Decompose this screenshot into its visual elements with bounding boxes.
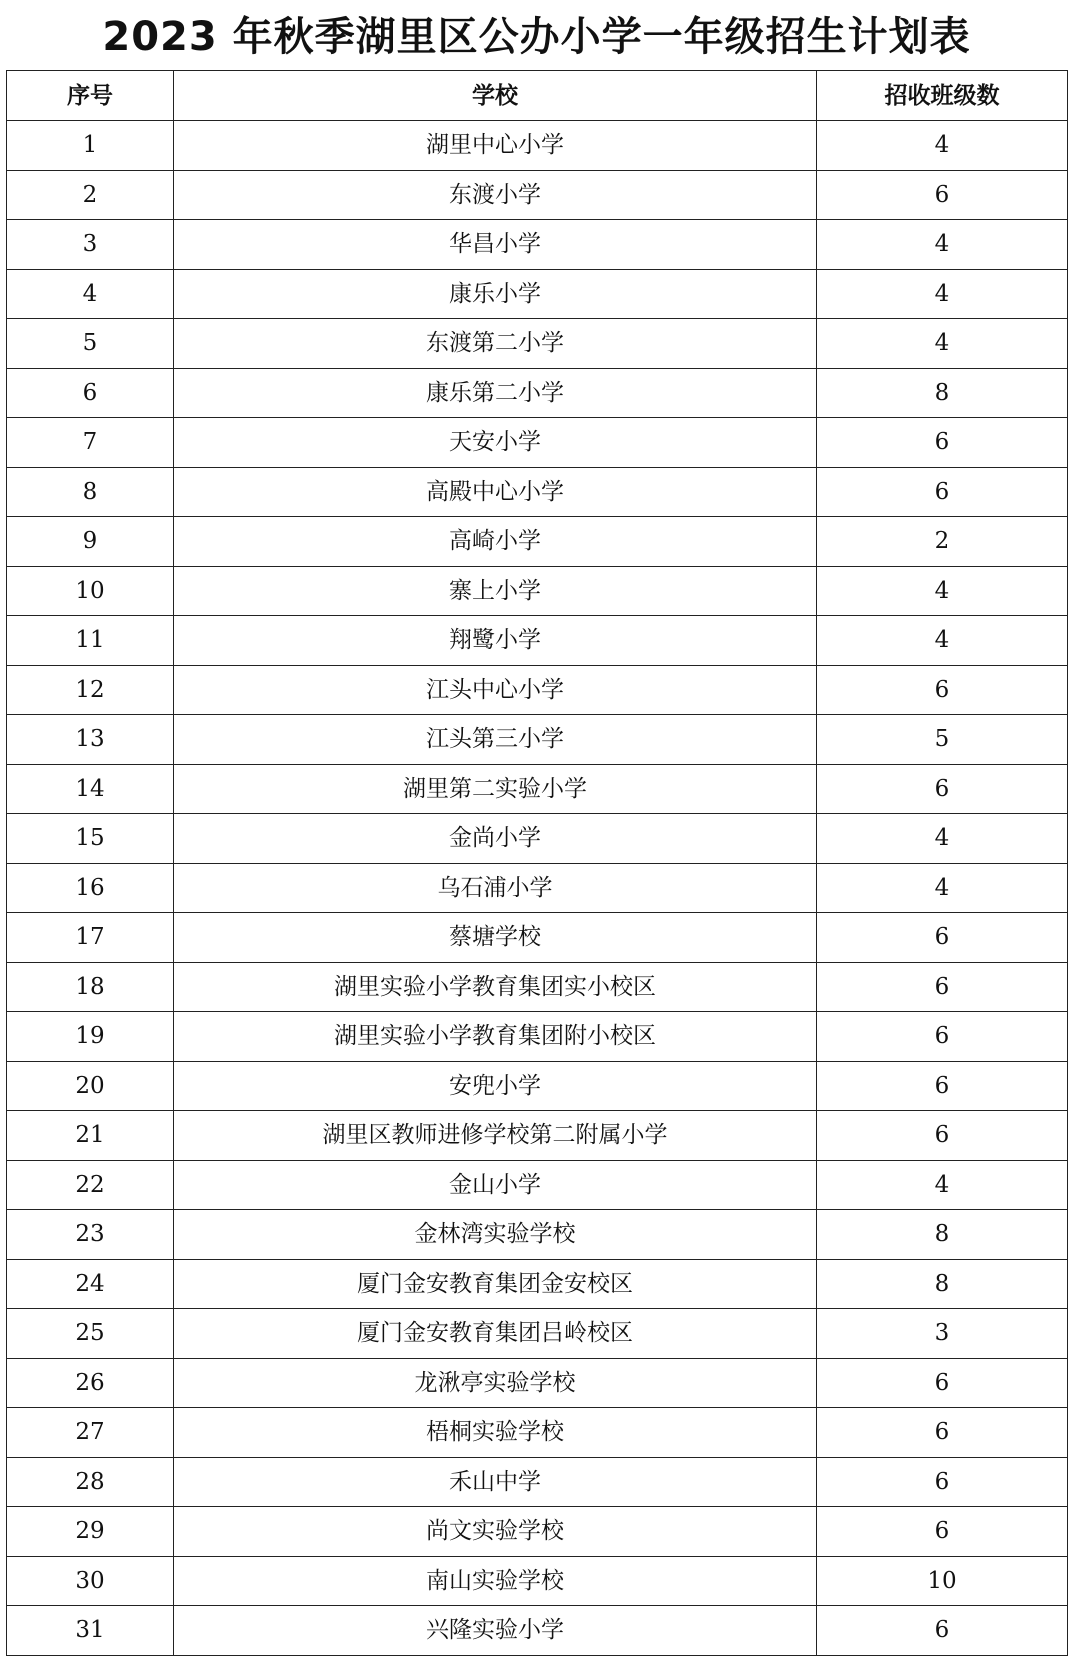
table-row: [7, 1309, 1068, 1359]
table-row: [7, 517, 1068, 567]
cell-classes: 6: [817, 1061, 1068, 1111]
cell-no: 22: [7, 1160, 174, 1210]
table-row: [7, 319, 1068, 369]
cell-no: 28: [7, 1457, 174, 1507]
cell-school: 安兜小学: [174, 1061, 817, 1111]
table-row: [7, 1160, 1068, 1210]
cell-classes: 8: [817, 368, 1068, 418]
table-row: [7, 665, 1068, 715]
table-row: [7, 269, 1068, 319]
cell-classes: 6: [817, 1457, 1068, 1507]
table-row: [7, 1556, 1068, 1606]
table-row: [7, 814, 1068, 864]
cell-school: 禾山中学: [174, 1457, 817, 1507]
cell-no: 14: [7, 764, 174, 814]
cell-no: 30: [7, 1556, 174, 1606]
cell-no: 6: [7, 368, 174, 418]
cell-school: 金林湾实验学校: [174, 1210, 817, 1260]
cell-school: 高崎小学: [174, 517, 817, 567]
table-row: [7, 1606, 1068, 1656]
cell-no: 8: [7, 467, 174, 517]
cell-school: 湖里第二实验小学: [174, 764, 817, 814]
cell-classes: 6: [817, 913, 1068, 963]
table-row: [7, 616, 1068, 666]
table-row: [7, 1111, 1068, 1161]
cell-classes: 10: [817, 1556, 1068, 1606]
table-row: [7, 1408, 1068, 1458]
cell-no: 25: [7, 1309, 174, 1359]
cell-school: 兴隆实验小学: [174, 1606, 817, 1656]
cell-classes: 4: [817, 121, 1068, 171]
cell-classes: 6: [817, 467, 1068, 517]
cell-school: 寨上小学: [174, 566, 817, 616]
cell-no: 13: [7, 715, 174, 765]
header-classes: 招收班级数: [817, 71, 1068, 121]
cell-school: 高殿中心小学: [174, 467, 817, 517]
table-row: [7, 1457, 1068, 1507]
table-row: [7, 863, 1068, 913]
table-header: [7, 71, 1068, 121]
cell-classes: 2: [817, 517, 1068, 567]
cell-classes: 6: [817, 665, 1068, 715]
cell-classes: 6: [817, 1606, 1068, 1656]
cell-no: 11: [7, 616, 174, 666]
cell-classes: 6: [817, 764, 1068, 814]
cell-no: 29: [7, 1507, 174, 1557]
table-body: [7, 121, 1068, 1656]
cell-no: 7: [7, 418, 174, 468]
cell-no: 21: [7, 1111, 174, 1161]
cell-classes: 4: [817, 566, 1068, 616]
cell-school: 龙湫亭实验学校: [174, 1358, 817, 1408]
table-row: [7, 1507, 1068, 1557]
cell-school: 尚文实验学校: [174, 1507, 817, 1557]
cell-classes: 4: [817, 863, 1068, 913]
cell-classes: 6: [817, 1408, 1068, 1458]
cell-no: 15: [7, 814, 174, 864]
table-row: [7, 170, 1068, 220]
table-row: [7, 368, 1068, 418]
cell-no: 2: [7, 170, 174, 220]
cell-classes: 4: [817, 1160, 1068, 1210]
cell-classes: 4: [817, 814, 1068, 864]
table-row: [7, 715, 1068, 765]
cell-school: 乌石浦小学: [174, 863, 817, 913]
cell-school: 华昌小学: [174, 220, 817, 270]
cell-no: 23: [7, 1210, 174, 1260]
cell-school: 江头第三小学: [174, 715, 817, 765]
cell-no: 1: [7, 121, 174, 171]
cell-no: 26: [7, 1358, 174, 1408]
table-row: [7, 220, 1068, 270]
table-row: [7, 418, 1068, 468]
table-row: [7, 913, 1068, 963]
cell-no: 10: [7, 566, 174, 616]
cell-classes: 3: [817, 1309, 1068, 1359]
cell-no: 19: [7, 1012, 174, 1062]
table-row: [7, 764, 1068, 814]
cell-no: 18: [7, 962, 174, 1012]
cell-school: 金尚小学: [174, 814, 817, 864]
cell-no: 27: [7, 1408, 174, 1458]
table-row: [7, 1061, 1068, 1111]
cell-classes: 8: [817, 1210, 1068, 1260]
header-row: [7, 71, 1068, 121]
cell-classes: 6: [817, 418, 1068, 468]
cell-no: 16: [7, 863, 174, 913]
cell-classes: 6: [817, 170, 1068, 220]
cell-classes: 4: [817, 616, 1068, 666]
cell-school: 金山小学: [174, 1160, 817, 1210]
cell-school: 东渡小学: [174, 170, 817, 220]
cell-school: 康乐第二小学: [174, 368, 817, 418]
cell-no: 17: [7, 913, 174, 963]
enrollment-plan-table: [6, 70, 1068, 1656]
table-row: [7, 121, 1068, 171]
header-school: 学校: [174, 71, 817, 121]
table-row: [7, 1259, 1068, 1309]
cell-no: 24: [7, 1259, 174, 1309]
table-row: [7, 962, 1068, 1012]
header-no: 序号: [7, 71, 174, 121]
cell-school: 湖里实验小学教育集团实小校区: [174, 962, 817, 1012]
cell-no: 3: [7, 220, 174, 270]
cell-school: 康乐小学: [174, 269, 817, 319]
cell-school: 东渡第二小学: [174, 319, 817, 369]
cell-no: 9: [7, 517, 174, 567]
cell-no: 20: [7, 1061, 174, 1111]
cell-school: 厦门金安教育集团金安校区: [174, 1259, 817, 1309]
cell-classes: 4: [817, 220, 1068, 270]
cell-classes: 6: [817, 1507, 1068, 1557]
cell-no: 31: [7, 1606, 174, 1656]
cell-school: 南山实验学校: [174, 1556, 817, 1606]
cell-school: 湖里中心小学: [174, 121, 817, 171]
cell-school: 蔡塘学校: [174, 913, 817, 963]
table-row: [7, 1210, 1068, 1260]
cell-classes: 5: [817, 715, 1068, 765]
table-row: [7, 467, 1068, 517]
cell-classes: 8: [817, 1259, 1068, 1309]
cell-school: 厦门金安教育集团吕岭校区: [174, 1309, 817, 1359]
cell-no: 5: [7, 319, 174, 369]
cell-classes: 4: [817, 269, 1068, 319]
cell-school: 湖里实验小学教育集团附小校区: [174, 1012, 817, 1062]
cell-classes: 6: [817, 1111, 1068, 1161]
cell-classes: 4: [817, 319, 1068, 369]
table-row: [7, 566, 1068, 616]
cell-school: 江头中心小学: [174, 665, 817, 715]
cell-no: 4: [7, 269, 174, 319]
cell-no: 12: [7, 665, 174, 715]
cell-classes: 6: [817, 1012, 1068, 1062]
page-title: 2023 年秋季湖里区公办小学一年级招生计划表: [102, 14, 971, 60]
cell-school: 天安小学: [174, 418, 817, 468]
cell-school: 湖里区教师进修学校第二附属小学: [174, 1111, 817, 1161]
table-row: [7, 1012, 1068, 1062]
cell-school: 翔鹭小学: [174, 616, 817, 666]
cell-classes: 6: [817, 1358, 1068, 1408]
cell-school: 梧桐实验学校: [174, 1408, 817, 1458]
table-row: [7, 1358, 1068, 1408]
cell-classes: 6: [817, 962, 1068, 1012]
